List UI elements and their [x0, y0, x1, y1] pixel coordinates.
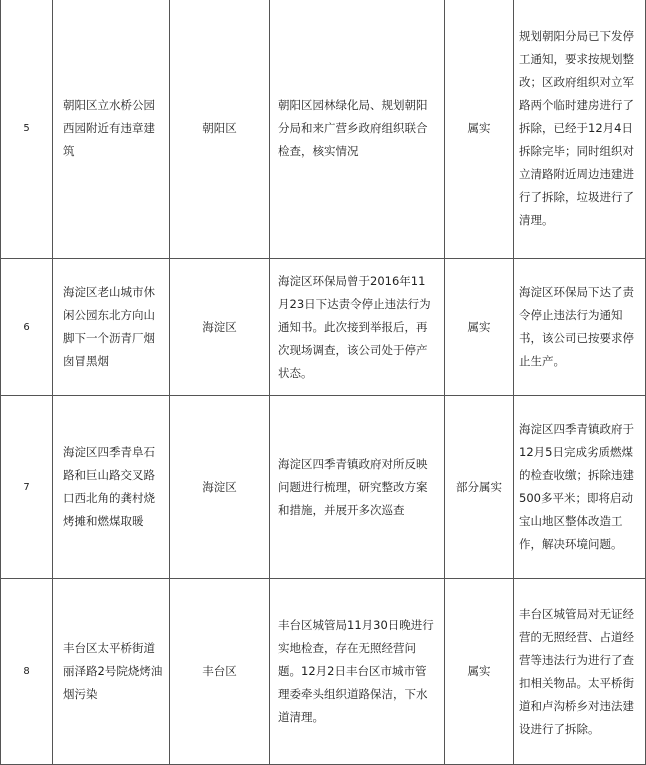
district: 朝阳区 — [170, 0, 270, 259]
investigation-finding: 海淀区四季青镇政府对所反映问题进行梳理，研究整改方案和措施，并展开多次巡查 — [270, 396, 445, 579]
handling-action: 丰台区城管局对无证经营的无照经营、占道经营等违法行为进行了查扣相关物品。太平桥街道和卢沟桥乡对违法建设进行了拆除。 — [514, 579, 646, 765]
verification-result: 属实 — [445, 0, 514, 259]
table-row — [1, 0, 646, 259]
district: 海淀区 — [170, 259, 270, 396]
investigation-finding: 海淀区环保局曾于2016年11月23日下达责令停止违法行为通知书。此次接到举报后，再次现场调查，该公司处于停产状态。 — [270, 259, 445, 396]
district: 海淀区 — [170, 396, 270, 579]
verification-result: 部分属实 — [445, 396, 514, 579]
investigation-finding: 丰台区城管局11月30日晚进行实地检查，存在无照经营问题。12月2日丰台区市城市管理委牵头组织道路保洁，下水道清理。 — [270, 579, 445, 765]
verification-result: 属实 — [445, 579, 514, 765]
row-number: 6 — [1, 259, 53, 396]
handling-action: 规划朝阳分局已下发停工通知，要求按规划整改；区政府组织对立军路两个临时建房进行了拆除，已经于12月4日拆除完毕；同时组织对立清路附近周边违建进行了拆除，垃圾进行了清理。 — [514, 0, 646, 259]
handling-action: 海淀区四季青镇政府于12月5日完成劣质燃煤的检查收缴；拆除违建500多平米；即将启动宝山地区整体改造工作，解决环境问题。 — [514, 396, 646, 579]
row-number: 7 — [1, 396, 53, 579]
issue-description: 丰台区太平桥街道丽泽路2号院烧烤油烟污染 — [53, 579, 170, 765]
row-number: 8 — [1, 579, 53, 765]
verification-result: 属实 — [445, 259, 514, 396]
district: 丰台区 — [170, 579, 270, 765]
issue-description: 海淀区老山城市休闲公园东北方向山脚下一个沥青厂烟囱冒黑烟 — [53, 259, 170, 396]
issue-description: 朝阳区立水桥公园西园附近有违章建筑 — [53, 0, 170, 259]
investigation-finding: 朝阳区园林绿化局、规划朝阳分局和来广营乡政府组织联合检查，核实情况 — [270, 0, 445, 259]
table-row — [1, 579, 646, 765]
handling-action: 海淀区环保局下达了责令停止违法行为通知书，该公司已按要求停止生产。 — [514, 259, 646, 396]
issue-description: 海淀区四季青阜石路和巨山路交叉路口西北角的龚村烧烤摊和燃煤取暖 — [53, 396, 170, 579]
row-number: 5 — [1, 0, 53, 259]
table-row — [1, 259, 646, 396]
table-row — [1, 396, 646, 579]
